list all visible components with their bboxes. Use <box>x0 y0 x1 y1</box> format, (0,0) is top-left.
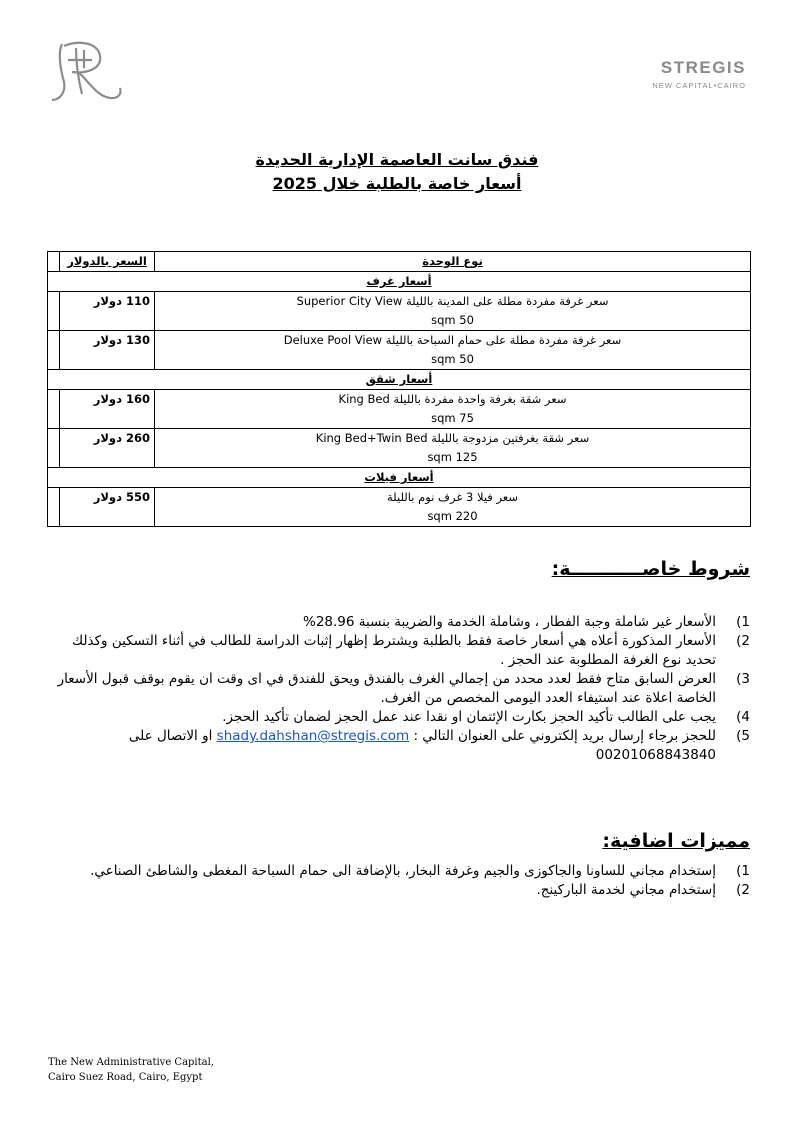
booking-email-link[interactable]: shady.dahshan@stregis.com <box>216 728 410 744</box>
rates-table <box>47 251 751 527</box>
item-number: 1) <box>736 614 750 630</box>
st-regis-monogram-logo <box>48 38 126 106</box>
list-item <box>50 613 750 632</box>
unit-size: 220 sqm <box>427 509 478 523</box>
unit-description: سعر غرفة مفردة مطلة على المدينة بالليلة Superior City View <box>296 294 609 308</box>
list-item <box>50 881 750 900</box>
table-row <box>48 292 751 331</box>
section-label-apartments: أسعار شقق <box>48 370 751 390</box>
table-row <box>48 429 751 468</box>
price-cell: 260 دولار <box>60 429 155 468</box>
list-item <box>50 632 750 670</box>
item-text: إستخدام مجاني لخدمة الباركينج. <box>536 882 716 898</box>
booking-phone: او الاتصال على 00201068843840 <box>128 728 716 763</box>
unit-size: 50 sqm <box>431 313 474 327</box>
table-row <box>48 488 751 527</box>
item-number: 3) <box>736 671 750 687</box>
unit-cell <box>155 488 751 527</box>
list-item <box>50 670 750 708</box>
item-number: 4) <box>736 709 750 725</box>
conditions-list <box>50 613 750 765</box>
document-subtitle: أسعار خاصة بالطلبة خلال 2025 <box>272 174 522 193</box>
item-text: إستخدام مجاني للساونا والجاكوزى والجيم وغرفة البخار، بالإضافة الى حمام السباحة المغطى والشاطئ الصناعي. <box>90 863 716 879</box>
footer-line-1: The New Administrative Capital, <box>48 1057 214 1068</box>
unit-size: 125 sqm <box>427 450 478 464</box>
brand-name: STREGIS <box>660 58 746 77</box>
unit-description: سعر شقة بغرفتين مزدوجة بالليلة King Bed+Twin Bed <box>315 431 590 445</box>
table-row <box>48 331 751 370</box>
document-title: فندق سانت العاصمة الإدارية الحديدة <box>255 150 539 169</box>
list-item <box>50 727 750 765</box>
booking-instruction: للحجز برجاء إرسال بريد إلكتروني على العنوان التالي : <box>413 728 716 744</box>
unit-size: 75 sqm <box>431 411 474 425</box>
section-row <box>48 272 751 292</box>
brand-wordmark <box>652 58 746 90</box>
list-item <box>50 862 750 881</box>
item-text: الأسعار المذكورة أعلاه هي أسعار خاصة فقط بالطلبة ويشترط إظهار إثبات الدراسة للطالب في أثناء التسكين وكذلك تحديد نوع الغرفة المطلوبة عند الحجز . <box>72 633 716 668</box>
table-row <box>48 390 751 429</box>
table-header-row <box>48 252 751 272</box>
benefits-list <box>50 862 750 900</box>
price-cell: 160 دولار <box>60 390 155 429</box>
brand-subtitle: NEW CAPITAL•CAIRO <box>652 81 746 90</box>
footer-address <box>48 1055 214 1085</box>
section-label-rooms: أسعار غرف <box>48 272 751 292</box>
list-item <box>50 708 750 727</box>
section-label-villas: أسعار فيلات <box>48 468 751 488</box>
item-text: العرض السابق متاح فقط لعدد محدد من إجمالي الغرف بالفندق ويحق للفندق في اى وقت ان يقوم بوقف قبول الأسعار الخاصة اعلاة عند استيفاء العدد اليومى المخصص من الغرف. <box>57 671 716 706</box>
unit-cell <box>155 292 751 331</box>
price-cell: 110 دولار <box>60 292 155 331</box>
unit-cell <box>155 429 751 468</box>
item-text: يجب على الطالب تأكيد الحجز بكارت الإئتمان او نقدا عند عمل الحجز لضمان تأكيد الحجز. <box>222 709 716 725</box>
unit-cell <box>155 390 751 429</box>
header-price: السعر بالدولار <box>60 252 155 272</box>
item-number: 5) <box>736 728 750 744</box>
unit-size: 50 sqm <box>431 352 474 366</box>
unit-description: سعر شقة بغرفة واحدة مفردة بالليلة King Bed <box>338 392 567 406</box>
footer-line-2: Cairo Suez Road, Cairo, Egypt <box>48 1072 203 1083</box>
header-unit: نوع الوحدة <box>155 252 751 272</box>
price-cell: 130 دولار <box>60 331 155 370</box>
item-text: الأسعار غير شاملة وجبة الفطار ، وشاملة الخدمة والضريبة بنسبة 28.96% <box>303 614 716 630</box>
item-number: 2) <box>736 633 750 649</box>
item-number: 2) <box>736 882 750 898</box>
unit-cell <box>155 331 751 370</box>
price-cell: 550 دولار <box>60 488 155 527</box>
unit-description: سعر غرفة مفردة مطلة على حمام السباحة بالليلة Deluxe Pool View <box>283 333 622 347</box>
section-row <box>48 370 751 390</box>
item-text <box>50 727 716 765</box>
item-number: 1) <box>736 863 750 879</box>
conditions-heading: شروط خاصـــــــــــة: <box>551 558 750 580</box>
unit-description: سعر فيلا 3 غرف نوم بالليلة <box>387 490 518 504</box>
benefits-heading: مميزات اضافية: <box>602 830 750 852</box>
section-row <box>48 468 751 488</box>
